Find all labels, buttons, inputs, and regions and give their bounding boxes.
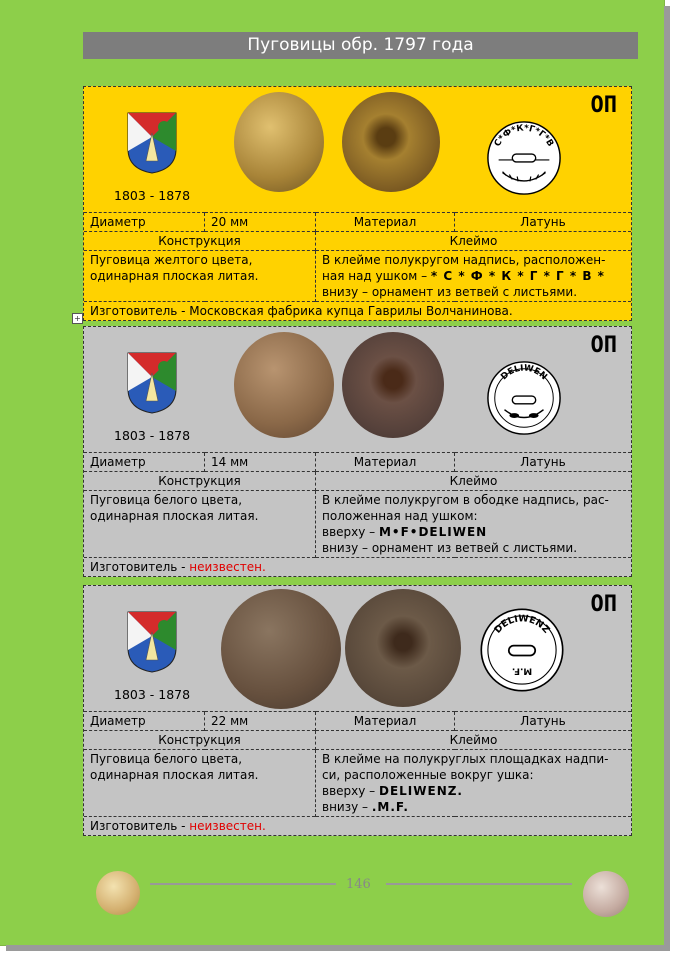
page-title: Пуговицы обр. 1797 года bbox=[83, 32, 638, 59]
diameter-value: 14 мм bbox=[205, 453, 316, 472]
diameter-value: 22 мм bbox=[205, 712, 316, 731]
mark-text: В клейме полукругом надпись, расположен- ная над ушком – * С * Ф * К * Г * Г * В * внизу – орнамент из ветвей с листьями. bbox=[316, 251, 632, 302]
coat-of-arms-icon bbox=[126, 111, 178, 175]
button-details-table bbox=[84, 452, 631, 576]
stamp-drawing-icon bbox=[485, 119, 563, 197]
material-value: Латунь bbox=[455, 453, 632, 472]
stamp-text: С*Ф*К*Г*Г*В bbox=[492, 123, 556, 149]
button-details-table bbox=[84, 212, 631, 320]
coat-of-arms-icon bbox=[126, 610, 178, 674]
stamp-drawing-icon bbox=[485, 359, 563, 437]
mark-label: Клеймо bbox=[316, 472, 632, 491]
footer-rule-right bbox=[386, 883, 572, 885]
footer-left-coin-icon bbox=[96, 871, 140, 915]
mark-text: В клейме полукругом в ободке надпись, рас- положенная над ушком: вверху – M•F•DELIWEN внизу – орнамент из ветвей с листьями. bbox=[316, 491, 632, 558]
button-front-photo bbox=[221, 589, 341, 709]
diameter-label: Диаметр bbox=[84, 213, 205, 232]
maker-row: Изготовитель - Московская фабрика купца Гаврилы Волчанинова. bbox=[84, 302, 631, 321]
diameter-label: Диаметр bbox=[84, 453, 205, 472]
construction-label: Конструкция bbox=[84, 731, 316, 750]
construction-text: Пуговица желтого цвета, одинарная плоская литая. bbox=[84, 251, 316, 302]
years-label: 1803 - 1878 bbox=[114, 428, 191, 443]
stamp-text: DELIWEN bbox=[499, 363, 549, 383]
badge-op: ОП bbox=[590, 333, 617, 358]
years-label: 1803 - 1878 bbox=[114, 188, 191, 203]
construction-label: Конструкция bbox=[84, 472, 316, 491]
button-card bbox=[83, 585, 632, 836]
stamp-drawing-icon bbox=[478, 606, 566, 694]
page-number: 146 bbox=[346, 877, 371, 892]
years-label: 1803 - 1878 bbox=[114, 687, 191, 702]
button-back-photo bbox=[342, 92, 440, 192]
button-back-photo bbox=[342, 332, 444, 438]
construction-text: Пуговица белого цвета, одинарная плоская литая. bbox=[84, 491, 316, 558]
coat-of-arms-icon bbox=[126, 351, 178, 415]
button-front-photo bbox=[234, 92, 324, 192]
button-card bbox=[83, 86, 632, 321]
construction-text: Пуговица белого цвета, одинарная плоская литая. bbox=[84, 750, 316, 817]
mark-text: В клейме на полукруглых площадках надпи- си, расположенные вокруг ушка: вверху – DELIWENZ. внизу – .M.F. bbox=[316, 750, 632, 817]
move-handle-icon[interactable]: + bbox=[72, 313, 83, 324]
badge-op: ОП bbox=[590, 592, 617, 617]
diameter-label: Диаметр bbox=[84, 712, 205, 731]
material-value: Латунь bbox=[455, 712, 632, 731]
material-label: Материал bbox=[316, 213, 455, 232]
mark-label: Клеймо bbox=[316, 232, 632, 251]
material-label: Материал bbox=[316, 712, 455, 731]
stamp-text: DELIWENZ bbox=[492, 613, 552, 636]
maker-row: Изготовитель - неизвестен. bbox=[84, 558, 631, 577]
maker-row: Изготовитель - неизвестен. bbox=[84, 817, 631, 836]
material-label: Материал bbox=[316, 453, 455, 472]
button-card bbox=[83, 326, 632, 577]
page-shadow bbox=[6, 945, 670, 951]
footer-rule-left bbox=[150, 883, 336, 885]
stamp-text-bottom: M.F. bbox=[511, 665, 533, 676]
page-shadow bbox=[664, 6, 670, 950]
footer-right-coin-icon bbox=[583, 871, 629, 917]
button-front-photo bbox=[234, 332, 334, 438]
button-back-photo bbox=[345, 589, 461, 707]
badge-op: ОП bbox=[590, 93, 617, 118]
mark-label: Клеймо bbox=[316, 731, 632, 750]
construction-label: Конструкция bbox=[84, 232, 316, 251]
button-details-table bbox=[84, 711, 631, 835]
diameter-value: 20 мм bbox=[205, 213, 316, 232]
material-value: Латунь bbox=[455, 213, 632, 232]
